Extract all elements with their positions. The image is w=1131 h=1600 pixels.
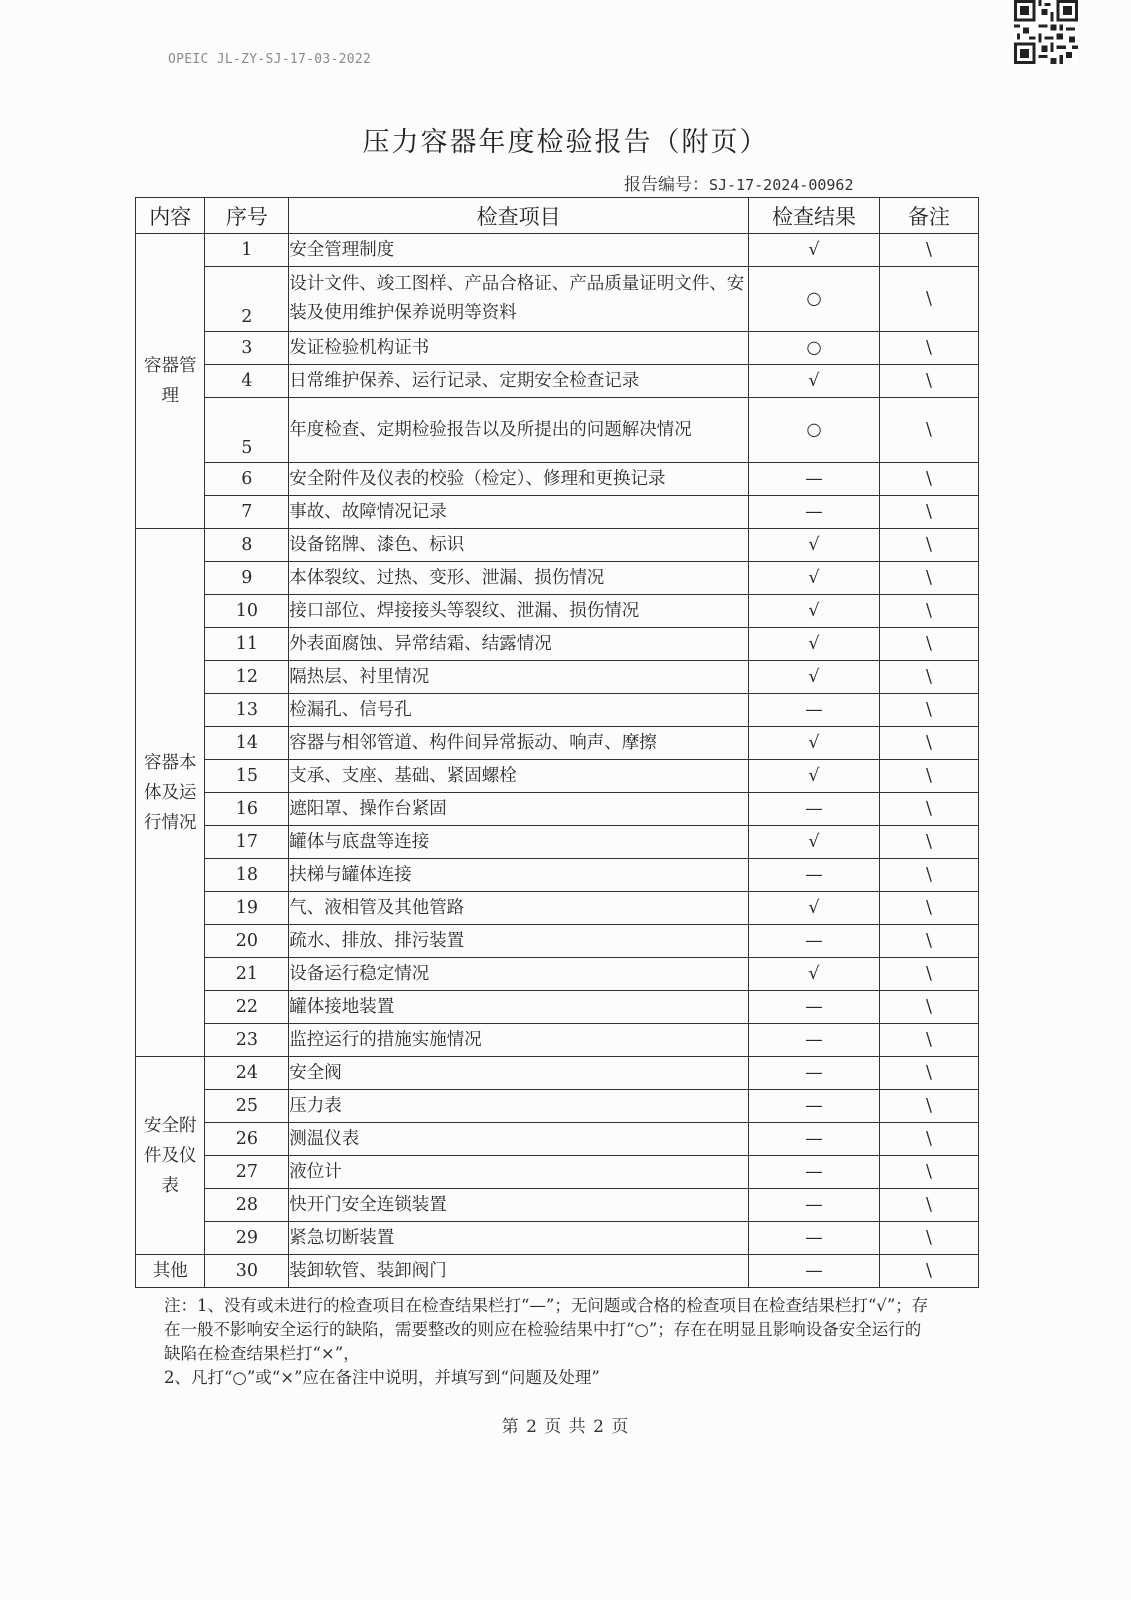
table-row — [136, 1255, 979, 1288]
row-remark: \ — [879, 661, 978, 694]
row-number: 11 — [205, 628, 289, 661]
row-result: — — [749, 694, 880, 727]
column-header-content: 内容 — [136, 198, 205, 234]
row-remark: \ — [879, 793, 978, 826]
row-remark: \ — [879, 1189, 978, 1222]
row-result: √ — [749, 826, 880, 859]
row-number: 16 — [205, 793, 289, 826]
row-item: 安全管理制度 — [289, 234, 749, 267]
row-remark: \ — [879, 991, 978, 1024]
row-number: 10 — [205, 595, 289, 628]
table-row — [136, 1222, 979, 1255]
note-line-1: 注：1、没有或未进行的检查项目在检查结果栏打“—”；无问题或合格的检查项目在检查结果栏打“√”；存在一般不影响安全运行的缺陷，需要整改的则应在检验结果中打“○”；存在在明显且影响设备安全运行的缺陷在检查结果栏打“×”， — [164, 1296, 929, 1363]
row-remark: \ — [879, 727, 978, 760]
row-remark: \ — [879, 562, 978, 595]
row-item: 紧急切断装置 — [289, 1222, 749, 1255]
group-label-safety-accessories: 安全附件及仪表 — [136, 1057, 205, 1255]
group-label-container-management: 容器管理 — [136, 234, 205, 529]
row-result: — — [749, 1255, 880, 1288]
row-number: 9 — [205, 562, 289, 595]
row-result: — — [749, 463, 880, 496]
row-result: √ — [749, 628, 880, 661]
table-row — [136, 892, 979, 925]
row-result: — — [749, 859, 880, 892]
table-row — [136, 1057, 979, 1090]
row-number: 22 — [205, 991, 289, 1024]
row-remark: \ — [879, 1057, 978, 1090]
row-remark: \ — [879, 1024, 978, 1057]
row-item: 遮阳罩、操作台紧固 — [289, 793, 749, 826]
row-item: 装卸软管、装卸阀门 — [289, 1255, 749, 1288]
row-item: 日常维护保养、运行记录、定期安全检查记录 — [289, 365, 749, 398]
table-row — [136, 958, 979, 991]
row-item: 年度检查、定期检验报告以及所提出的问题解决情况 — [289, 398, 749, 463]
row-item: 罐体接地装置 — [289, 991, 749, 1024]
row-item: 安全阀 — [289, 1057, 749, 1090]
report-number-label: 报告编号： — [624, 175, 709, 195]
row-result: — — [749, 1189, 880, 1222]
row-item: 发证检验机构证书 — [289, 332, 749, 365]
row-remark: \ — [879, 365, 978, 398]
row-item: 隔热层、衬里情况 — [289, 661, 749, 694]
document-code: OPEIC JL-ZY-SJ-17-03-2022 — [168, 52, 372, 67]
row-item: 快开门安全连锁装置 — [289, 1189, 749, 1222]
row-number: 14 — [205, 727, 289, 760]
row-item: 压力表 — [289, 1090, 749, 1123]
qr-code-icon — [1014, 0, 1078, 64]
row-number: 24 — [205, 1057, 289, 1090]
report-number — [624, 170, 854, 195]
report-title: 压力容器年度检验报告（附页） — [362, 127, 769, 158]
row-result: — — [749, 1123, 880, 1156]
table-row — [136, 793, 979, 826]
row-result: — — [749, 1156, 880, 1189]
column-header-item: 检查项目 — [289, 198, 749, 234]
row-item: 检漏孔、信号孔 — [289, 694, 749, 727]
row-remark: \ — [879, 1123, 978, 1156]
table-row — [136, 628, 979, 661]
table-row — [136, 234, 979, 267]
row-result: — — [749, 793, 880, 826]
row-item: 设备运行稳定情况 — [289, 958, 749, 991]
row-remark: \ — [879, 1222, 978, 1255]
row-item: 事故、故障情况记录 — [289, 496, 749, 529]
row-result: — — [749, 1057, 880, 1090]
row-number: 19 — [205, 892, 289, 925]
page-number: 第 2 页 共 2 页 — [501, 1417, 630, 1437]
row-remark: \ — [879, 760, 978, 793]
row-item: 设计文件、竣工图样、产品合格证、产品质量证明文件、安装及使用维护保养说明等资料 — [289, 267, 749, 332]
row-remark: \ — [879, 628, 978, 661]
row-number: 6 — [205, 463, 289, 496]
row-number: 30 — [205, 1255, 289, 1288]
row-number: 21 — [205, 958, 289, 991]
note-line-2: 2、凡打“○”或“×”应在备注中说明，并填写到“问题及处理” — [164, 1368, 600, 1387]
row-result: — — [749, 925, 880, 958]
row-number: 23 — [205, 1024, 289, 1057]
row-remark: \ — [879, 925, 978, 958]
row-item: 疏水、排放、排污装置 — [289, 925, 749, 958]
row-item: 液位计 — [289, 1156, 749, 1189]
row-result: √ — [749, 365, 880, 398]
row-item: 本体裂纹、过热、变形、泄漏、损伤情况 — [289, 562, 749, 595]
row-number: 8 — [205, 529, 289, 562]
row-item: 支承、支座、基础、紧固螺栓 — [289, 760, 749, 793]
table-row — [136, 365, 979, 398]
row-item: 气、液相管及其他管路 — [289, 892, 749, 925]
row-number: 15 — [205, 760, 289, 793]
row-result: — — [749, 496, 880, 529]
row-remark: \ — [879, 892, 978, 925]
row-number: 29 — [205, 1222, 289, 1255]
table-row — [136, 925, 979, 958]
row-number: 17 — [205, 826, 289, 859]
row-result: — — [749, 1090, 880, 1123]
notes — [164, 1294, 934, 1390]
row-result: √ — [749, 727, 880, 760]
row-number: 27 — [205, 1156, 289, 1189]
row-remark: \ — [879, 958, 978, 991]
row-result: √ — [749, 661, 880, 694]
table-row — [136, 991, 979, 1024]
row-remark: \ — [879, 1090, 978, 1123]
column-header-remark: 备注 — [879, 198, 978, 234]
row-result: √ — [749, 760, 880, 793]
row-result: — — [749, 1024, 880, 1057]
table-row — [136, 727, 979, 760]
row-remark: \ — [879, 694, 978, 727]
row-result: ○ — [749, 267, 880, 332]
row-result: √ — [749, 892, 880, 925]
row-remark: \ — [879, 529, 978, 562]
report-number-value: SJ-17-2024-00962 — [709, 176, 854, 194]
table-row — [136, 267, 979, 332]
row-remark: \ — [879, 398, 978, 463]
row-item: 监控运行的措施实施情况 — [289, 1024, 749, 1057]
row-item: 设备铭牌、漆色、标识 — [289, 529, 749, 562]
inspection-table — [135, 197, 979, 1288]
table-row — [136, 760, 979, 793]
table-row — [136, 1024, 979, 1057]
row-result: ○ — [749, 332, 880, 365]
row-result: — — [749, 991, 880, 1024]
table-row — [136, 496, 979, 529]
row-number: 28 — [205, 1189, 289, 1222]
row-number: 26 — [205, 1123, 289, 1156]
table-row — [136, 463, 979, 496]
row-number: 13 — [205, 694, 289, 727]
table-row — [136, 562, 979, 595]
row-remark: \ — [879, 332, 978, 365]
table-row — [136, 1123, 979, 1156]
row-number: 25 — [205, 1090, 289, 1123]
group-label-other: 其他 — [136, 1255, 205, 1288]
row-number: 7 — [205, 496, 289, 529]
row-remark: \ — [879, 496, 978, 529]
table-row — [136, 1189, 979, 1222]
row-remark: \ — [879, 595, 978, 628]
row-item: 容器与相邻管道、构件间异常振动、响声、摩擦 — [289, 727, 749, 760]
table-header-row — [136, 198, 979, 234]
row-item: 测温仪表 — [289, 1123, 749, 1156]
table-row — [136, 1090, 979, 1123]
table-row — [136, 826, 979, 859]
row-result: — — [749, 1222, 880, 1255]
column-header-result: 检查结果 — [749, 198, 880, 234]
row-remark: \ — [879, 859, 978, 892]
row-result: √ — [749, 529, 880, 562]
table-row — [136, 661, 979, 694]
table-row — [136, 859, 979, 892]
row-number: 18 — [205, 859, 289, 892]
row-number: 3 — [205, 332, 289, 365]
row-remark: \ — [879, 826, 978, 859]
row-remark: \ — [879, 1156, 978, 1189]
row-item: 外表面腐蚀、异常结霜、结露情况 — [289, 628, 749, 661]
table-row — [136, 529, 979, 562]
row-result: √ — [749, 562, 880, 595]
table-row — [136, 1156, 979, 1189]
group-label-body-operation: 容器本体及运行情况 — [136, 529, 205, 1057]
row-number: 4 — [205, 365, 289, 398]
row-result: √ — [749, 234, 880, 267]
row-item: 安全附件及仪表的校验（检定）、修理和更换记录 — [289, 463, 749, 496]
table-row — [136, 595, 979, 628]
row-number: 12 — [205, 661, 289, 694]
row-remark: \ — [879, 267, 978, 332]
row-item: 罐体与底盘等连接 — [289, 826, 749, 859]
row-item: 接口部位、焊接接头等裂纹、泄漏、损伤情况 — [289, 595, 749, 628]
row-remark: \ — [879, 234, 978, 267]
row-number: 1 — [205, 234, 289, 267]
column-header-number: 序号 — [205, 198, 289, 234]
row-remark: \ — [879, 1255, 978, 1288]
table-row — [136, 398, 979, 463]
row-result: √ — [749, 958, 880, 991]
row-number: 2 — [205, 267, 289, 332]
row-result: ○ — [749, 398, 880, 463]
table-row — [136, 694, 979, 727]
table-row — [136, 332, 979, 365]
row-result: √ — [749, 595, 880, 628]
row-item: 扶梯与罐体连接 — [289, 859, 749, 892]
row-number: 5 — [205, 398, 289, 463]
row-remark: \ — [879, 463, 978, 496]
row-number: 20 — [205, 925, 289, 958]
